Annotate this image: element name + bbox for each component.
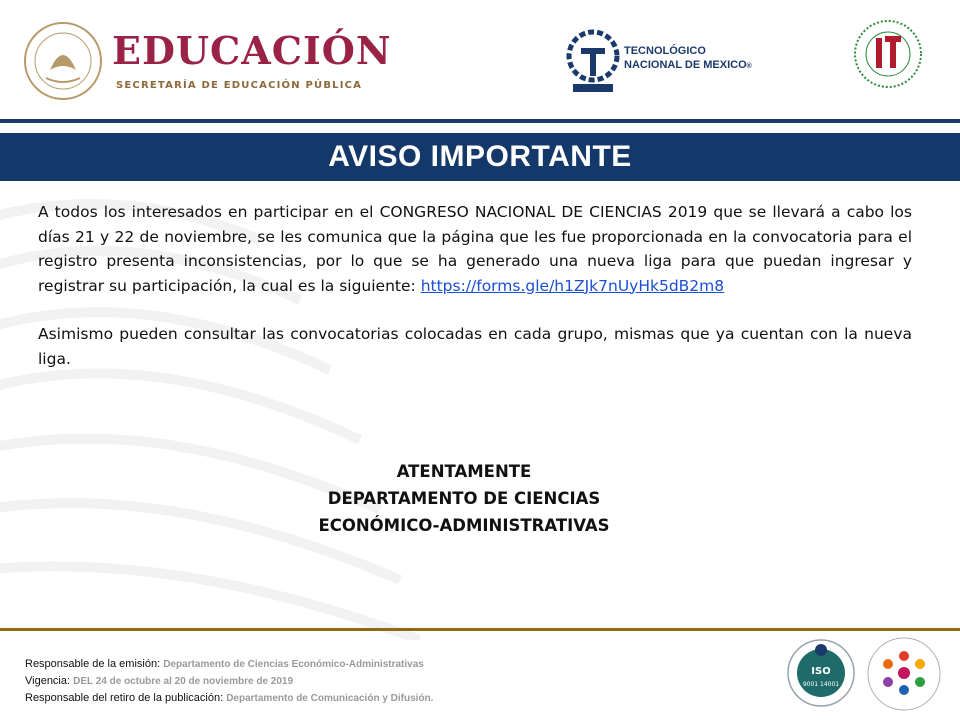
tecnm-line2-text: NACIONAL DE MEXICO — [624, 59, 747, 71]
footer-emision — [25, 656, 725, 673]
iso-certification-badge-icon — [786, 636, 856, 710]
signature-line-2: DEPARTAMENTO DE CIENCIAS — [327, 489, 601, 508]
signature-line-3: ECONÓMICO-ADMINISTRATIVAS — [318, 516, 610, 535]
iso-label: ISO — [811, 666, 831, 677]
body-paragraph-2: Asimismo pueden consultar las convocatorias colocadas en cada grupo, mismas que ya cuentan con la nueva liga. — [38, 325, 912, 368]
page-header — [0, 0, 960, 115]
retiro-value: Departamento de Comunicación y Difusión. — [226, 693, 434, 704]
tecnm-line2 — [624, 58, 752, 74]
signature-block — [0, 458, 928, 539]
footer-info — [25, 656, 725, 707]
emision-label: Responsable de la emisión: — [25, 658, 161, 670]
registration-link[interactable]: https://forms.gle/h1ZJk7nUyHk5dB2m8 — [420, 276, 725, 295]
retiro-label: Responsable del retiro de la publicación: — [25, 692, 224, 704]
vigencia-value: DEL 24 de octubre al 20 de noviembre de 2019 — [73, 676, 294, 687]
tecnm-logo-icon — [565, 18, 621, 98]
tecnm-registered-mark: ® — [746, 63, 752, 70]
notice-banner — [0, 133, 960, 181]
national-seal-icon — [22, 20, 104, 102]
notice-body — [38, 200, 912, 371]
sep-title: EDUCACIÓN — [112, 28, 392, 73]
vigencia-label: Vigencia: — [25, 675, 71, 687]
tecnm-line1: TECNOLÓGICO — [624, 45, 706, 57]
footer-vigencia — [25, 673, 725, 690]
signature-line-1: ATENTAMENTE — [396, 462, 532, 481]
footer-divider — [0, 628, 960, 631]
iso-numbers: 9001 14001 — [802, 681, 840, 688]
labor-equality-badge-icon — [864, 634, 944, 714]
emision-value: Departamento de Ciencias Económico-Administrativas — [163, 659, 424, 670]
header-divider — [0, 119, 960, 123]
footer-retiro — [25, 690, 725, 707]
banner-title: AVISO IMPORTANTE — [328, 140, 632, 173]
body-paragraph-1 — [38, 200, 912, 298]
institute-logo-icon — [852, 18, 924, 90]
tecnm-name — [624, 44, 752, 74]
sep-subtitle: SECRETARÍA DE EDUCACIÓN PÚBLICA — [116, 80, 363, 91]
paragraph-1-text: A todos los interesados en participar en el CONGRESO NACIONAL DE CIENCIAS 2019 que se llevará a cabo los días 21 y 22 de noviembre, se les comunica que la página que les fue proporcionada en la convocatoria para el registro presenta inconsistencias, por lo que se ha generado una nueva liga para que puedan ingresar y registrar su participación, la cual es la siguiente: — [38, 203, 912, 295]
